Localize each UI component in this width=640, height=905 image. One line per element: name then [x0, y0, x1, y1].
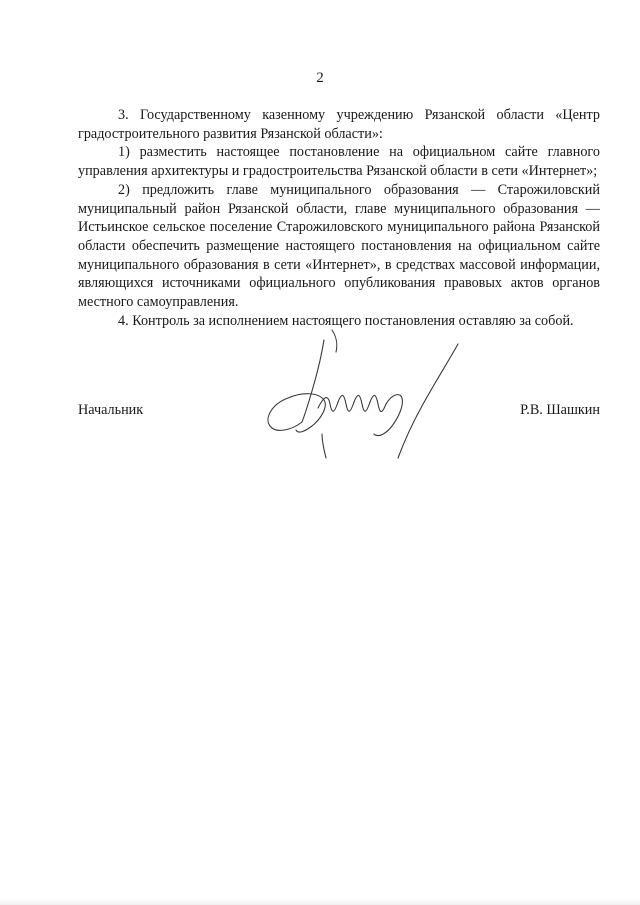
- signatory-title: Начальник: [78, 402, 144, 418]
- document-body: [78, 106, 600, 330]
- paragraph-item-3: 3. Государственному казенному учреждению Рязанской области «Центр градостроительного развития Рязанской области»:: [78, 107, 600, 142]
- handwritten-signature: [262, 322, 472, 462]
- paragraph-subitem-1: 1) разместить настоящее постановление на официальном сайте главного управления архитектуры и градостроительства Рязанской области в сети «Интернет»;: [78, 144, 600, 180]
- signature-block: [78, 402, 600, 422]
- paragraph-item-4: 4. Контроль за исполнением настоящего постановления оставляю за собой.: [118, 312, 574, 329]
- page-number: 2: [316, 70, 324, 86]
- signatory-name: Р.В. Шашкин: [520, 402, 600, 418]
- scan-bottom-edge: [0, 898, 640, 905]
- paragraph-subitem-2: 2) предложить главе муниципального образования — Старожиловский муниципальный район Рязанской области, главе муниципального образования — Истьинское сельское поселение Старожиловского муниципального района Рязанской области обеспечить размещение настоящего постановления на официальном сайте муниципального образования в сети «Интернет», в средствах массовой информации, являющихся источниками официального опубликования правовых актов органов местного самоуправления.: [78, 181, 600, 311]
